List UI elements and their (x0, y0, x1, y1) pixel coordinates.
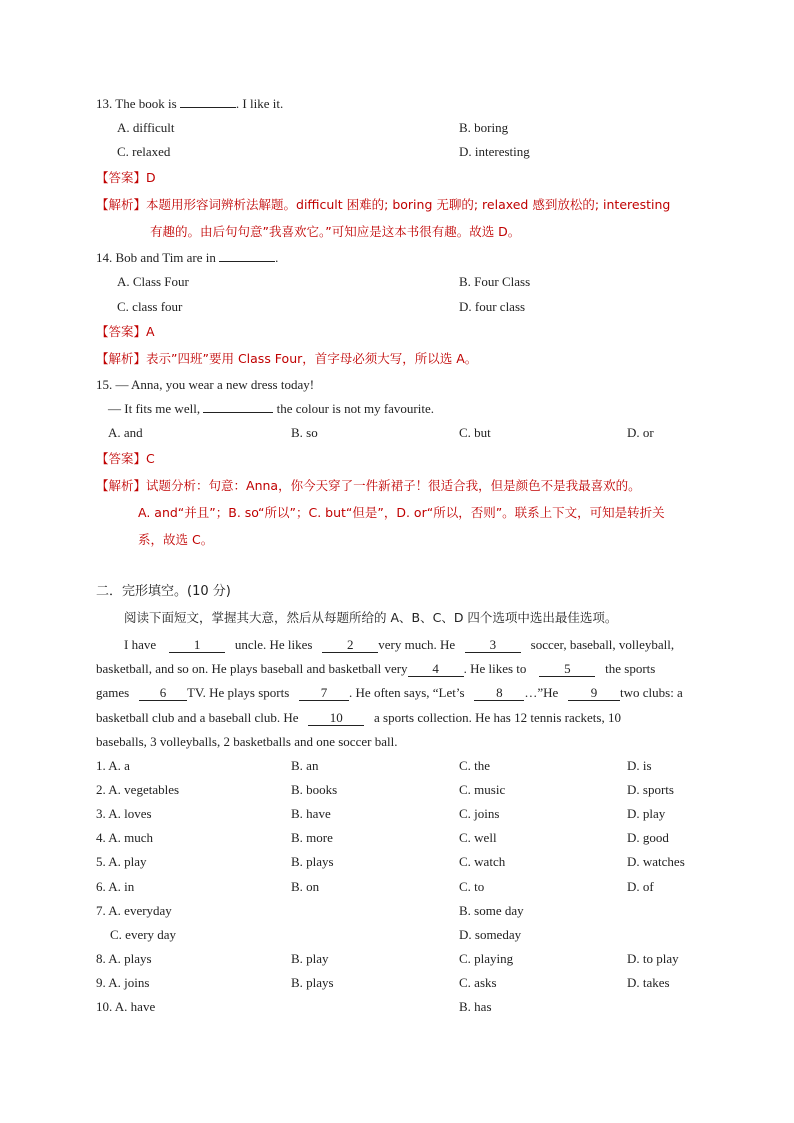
q15-analysis: 【解析】试题分析：句意：Anna，你今天穿了一件新裙子！很适合我，但是颜色不是我最喜欢的。 (96, 478, 641, 493)
option-10b: B. has (459, 999, 492, 1014)
option-3a: 3. A. loves (96, 806, 152, 821)
option-7c: C. every day (110, 927, 177, 942)
section-instruction: 阅读下面短文，掌握其大意，然后从每题所给的 A、B、C、D 四个选项中选出最佳选项。 (124, 610, 618, 625)
q13-stem: 13. The book is . I like it. (96, 96, 284, 111)
passage-line-4: basketball club and a baseball club. He 10 a sports collection. He has 12 tennis rackets, 10 (96, 710, 621, 725)
passage-line-1: I have 1 uncle. He likes 2 very much. He 3 soccer, baseball, volleyball, (124, 637, 675, 652)
q13-blank (180, 107, 236, 108)
option-5b: B. plays (291, 854, 334, 869)
option-1b: B. an (291, 758, 319, 773)
q14-stem: 14. Bob and Tim are in . (96, 250, 279, 265)
option-8d: D. to play (627, 951, 679, 966)
option-6b: B. on (291, 879, 320, 894)
option-7b: B. some day (459, 903, 524, 918)
option-10a: 10. A. have (96, 999, 156, 1014)
q15-analysis-cont1: A. and“并且”；B. so“所以”；C. but“但是”，D. or“所以，否则”。联系上下文，可知是转折关 (138, 505, 665, 520)
q14-analysis: 【解析】表示”四班”要用 Class Four，首字母必须大写，所以选 A。 (96, 351, 478, 366)
q15-option-b: B. so (291, 425, 318, 440)
option-4d: D. good (627, 830, 669, 845)
q13-option-c: C. relaxed (117, 144, 171, 159)
option-5d: D. watches (627, 854, 685, 869)
option-5c: C. watch (459, 854, 506, 869)
q14-blank (219, 261, 275, 262)
q15-blank (203, 412, 273, 413)
blank-2: 2 (322, 638, 378, 653)
option-6c: C. to (459, 879, 485, 894)
option-6d: D. of (627, 879, 654, 894)
option-9b: B. plays (291, 975, 334, 990)
passage-line-2: basketball, and so on. He plays baseball and basketball very 4 . He likes to 5 the sports (96, 661, 656, 676)
blank-6: 6 (139, 686, 187, 701)
blank-3: 3 (465, 638, 521, 653)
q14-option-a: A. Class Four (117, 274, 189, 289)
q13-analysis-cont: 有趣的。由后句句意”我喜欢它。”可知应是这本书很有趣。故选 D。 (150, 224, 521, 239)
q15-option-a: A. and (108, 425, 143, 440)
q14-option-d: D. four class (459, 299, 526, 314)
option-7a: 7. A. everyday (96, 903, 172, 918)
option-1d: D. is (627, 758, 652, 773)
option-9a: 9. A. joins (96, 975, 150, 990)
q15-analysis-cont2: 系，故选 C。 (138, 532, 214, 547)
option-9c: C. asks (459, 975, 497, 990)
q13-option-a: A. difficult (117, 120, 175, 135)
blank-9: 9 (568, 686, 620, 701)
option-8b: B. play (291, 951, 329, 966)
blank-7: 7 (299, 686, 349, 701)
option-4b: B. more (291, 830, 333, 845)
q15-option-d: D. or (627, 425, 654, 440)
option-3b: B. have (291, 806, 331, 821)
option-8a: 8. A. plays (96, 951, 152, 966)
option-2c: C. music (459, 782, 506, 797)
q14-option-c: C. class four (117, 299, 183, 314)
q13-analysis: 【解析】本题用形容词辨析法解题。difficult 困难的; boring 无聊的; relaxed 感到放松的; interesting (96, 197, 671, 212)
blank-5: 5 (539, 662, 595, 677)
passage-line-5: baseballs, 3 volleyballs, 2 basketballs and one soccer ball. (96, 734, 398, 749)
q15-stem-line2: — It fits me well, the colour is not my favourite. (108, 401, 434, 416)
option-5a: 5. A. play (96, 854, 147, 869)
q14-option-b: B. Four Class (459, 274, 531, 289)
passage-line-3: games 6 TV. He plays sports 7 . He often says, “Let’s 8 …”He 9 two clubs: a (96, 685, 683, 700)
option-3d: D. play (627, 806, 666, 821)
option-3c: C. joins (459, 806, 500, 821)
q13-option-d: D. interesting (459, 144, 530, 159)
q15-stem-line1: 15. — Anna, you wear a new dress today! (96, 377, 315, 392)
option-2d: D. sports (627, 782, 674, 797)
option-9d: D. takes (627, 975, 670, 990)
blank-8: 8 (474, 686, 524, 701)
option-1a: 1. A. a (96, 758, 130, 773)
option-4c: C. well (459, 830, 497, 845)
option-8c: C. playing (459, 951, 514, 966)
option-2a: 2. A. vegetables (96, 782, 180, 797)
option-7d: D. someday (459, 927, 522, 942)
q13-answer: 【答案】D (96, 170, 156, 185)
option-1c: C. the (459, 758, 491, 773)
q15-option-c: C. but (459, 425, 491, 440)
blank-1: 1 (169, 638, 225, 653)
blank-10: 10 (308, 711, 364, 726)
blank-4: 4 (408, 662, 464, 677)
q14-answer: 【答案】A (96, 324, 155, 339)
q13-option-b: B. boring (459, 120, 509, 135)
section-title: 二．完形填空。(10 分) (96, 584, 231, 599)
q15-answer: 【答案】C (96, 451, 155, 466)
option-4a: 4. A. much (96, 830, 154, 845)
option-2b: B. books (291, 782, 338, 797)
option-6a: 6. A. in (96, 879, 135, 894)
